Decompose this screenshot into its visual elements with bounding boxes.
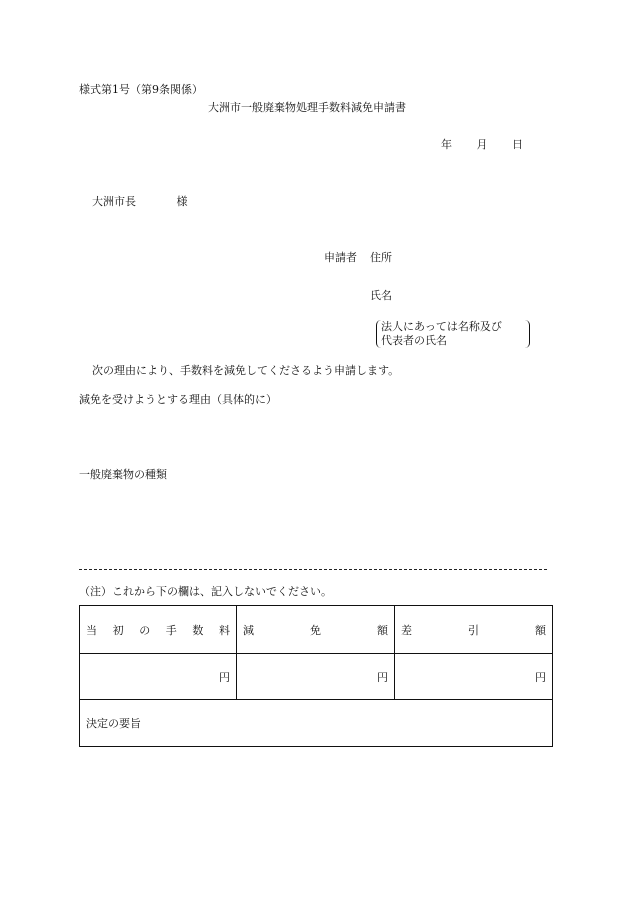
header-reduction-amount xyxy=(237,606,395,654)
header-char: 額 xyxy=(377,623,388,637)
waste-type-label: 一般廃棄物の種類 xyxy=(79,468,167,481)
net-amount-unit: 円 xyxy=(395,654,553,700)
form-number: 様式第1号（第9条関係） xyxy=(79,83,203,96)
date-month: 月 xyxy=(476,138,488,151)
original-fee-unit: 円 xyxy=(80,654,237,700)
reason-label: 減免を受けようとする理由（具体的に） xyxy=(79,393,277,406)
request-sentence: 次の理由により、手数料を減免してくださるよう申請します。 xyxy=(92,364,400,377)
addressee xyxy=(92,193,188,209)
addressee-mayor: 大洲市長 xyxy=(92,195,136,208)
applicant-name-label: 氏名 xyxy=(370,289,392,302)
office-use-note: （注）これから下の欄は、記入しないでください。 xyxy=(79,585,332,598)
date-year: 年 xyxy=(441,138,452,151)
corporate-note-line1: 法人にあっては名称及び xyxy=(381,320,502,333)
decision-summary-label: 決定の要旨 xyxy=(80,700,553,747)
header-char: 数 xyxy=(192,623,204,637)
header-original-fee xyxy=(80,606,237,654)
document-title: 大洲市一般廃棄物処理手数料減免申請書 xyxy=(208,101,406,114)
header-char: 手 xyxy=(165,623,177,637)
applicant-label: 申請者 xyxy=(324,251,357,264)
fee-table xyxy=(79,605,553,747)
fee-table-header-row xyxy=(80,606,553,654)
corporate-note-line2: 代表者の氏名 xyxy=(381,334,447,347)
header-char: 当 xyxy=(86,623,97,637)
fee-table-decision-row xyxy=(80,700,553,747)
fee-table-amount-row xyxy=(80,654,553,700)
header-char: 初 xyxy=(112,623,124,637)
header-char: 額 xyxy=(535,623,546,637)
addressee-honorific: 様 xyxy=(176,195,188,208)
header-char: 料 xyxy=(218,623,230,637)
header-char: 差 xyxy=(401,623,412,637)
header-char: 減 xyxy=(243,623,254,637)
date-line xyxy=(441,136,544,152)
header-char: 免 xyxy=(310,623,321,637)
cut-line xyxy=(79,569,547,570)
header-char: の xyxy=(139,623,151,637)
reduction-amount-unit: 円 xyxy=(237,654,395,700)
date-day: 日 xyxy=(512,138,523,151)
header-net-amount xyxy=(395,606,553,654)
applicant-address-label: 住所 xyxy=(370,251,392,264)
corporate-note-bracket xyxy=(376,320,530,348)
header-char: 引 xyxy=(468,623,479,637)
